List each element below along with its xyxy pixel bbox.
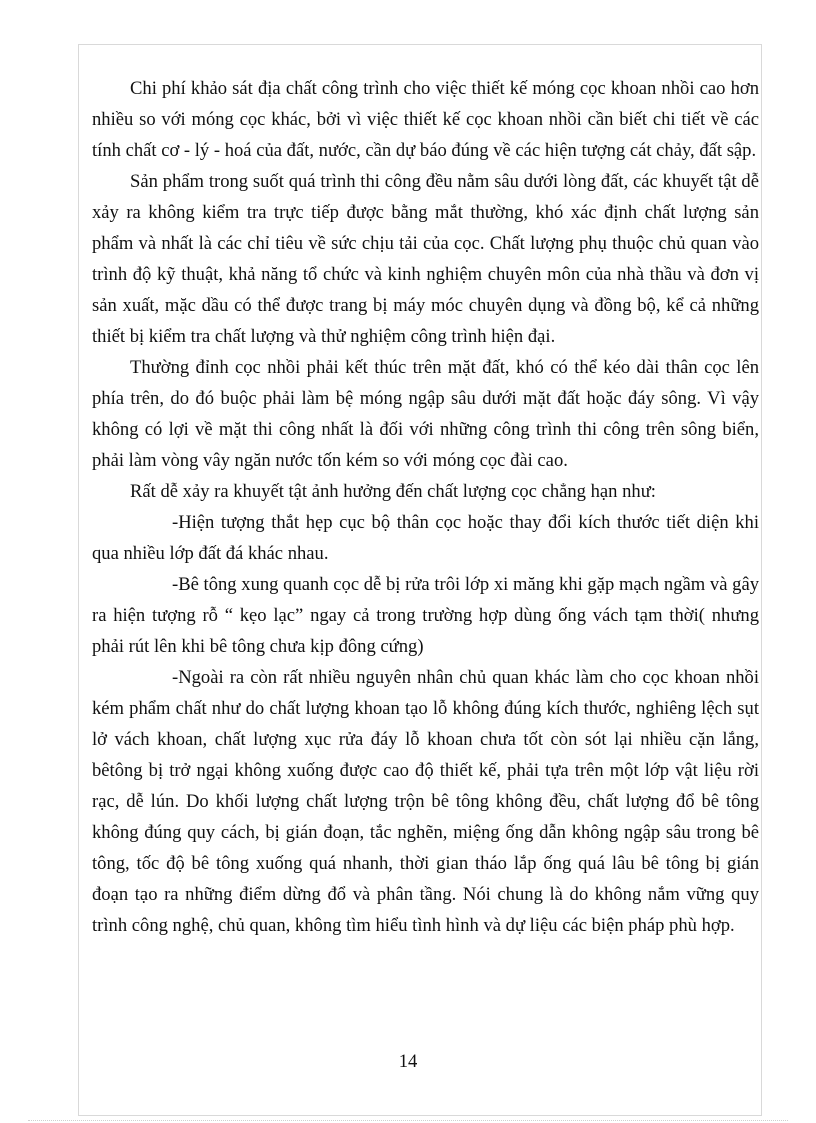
footer-divider: [28, 1120, 788, 1121]
page-number: 14: [398, 1051, 418, 1072]
list-item-washout: -Bê tông xung quanh cọc dễ bị rửa trôi lớp xi măng khi gặp mạch ngầm và gây ra hiện tượng rỗ “ kẹo lạc” ngay cả trong trường hợp dùng ống vách tạm thời( nhưng phải rút lên khi bê tông chưa kịp đông cứng): [92, 574, 759, 657]
paragraph-survey-cost: Chi phí khảo sát địa chất công trình cho việc thiết kế móng cọc khoan nhồi cao hơn nhiều so với móng cọc khác, bởi vì việc thiết kế cọc khoan nhồi cần biết chi tiết về các tính chất cơ - lý - hoá của đất, nước, cần dự báo đúng về các hiện tượng cát chảy, đất sập.: [92, 78, 759, 161]
list-item-necking: -Hiện tượng thắt hẹp cục bộ thân cọc hoặc thay đổi kích thước tiết diện khi qua nhiều lớp đất đá khác nhau.: [92, 512, 759, 564]
paragraph-defects-intro: Rất dễ xảy ra khuyết tật ảnh hưởng đến chất lượng cọc chẳng hạn như:: [130, 481, 656, 502]
document-body: [92, 73, 759, 941]
paragraph-pile-head: Thường đỉnh cọc nhồi phải kết thúc trên mặt đất, khó có thể kéo dài thân cọc lên phía trên, do đó buộc phải làm bệ móng ngập sâu dưới mặt đất hoặc đáy sông. Vì vậy không có lợi về mặt thi công nhất là đối với những công trình thi công trên sông biển, phải làm vòng vây ngăn nước tốn kém so với móng cọc đài cao.: [92, 357, 759, 471]
list-item-other-causes: -Ngoài ra còn rất nhiều nguyên nhân chủ quan khác làm cho cọc khoan nhồi kém phẩm chất như do chất lượng khoan tạo lỗ không đúng kích thước, nghiêng lệch sụt lở vách khoan, chất lượng xục rửa đáy lỗ khoan chưa tốt còn sót lại nhiều cặn lắng, bêtông bị trở ngại không xuống được cao độ thiết kế, phải tựa trên một lớp vật liệu rời rạc, dễ lún. Do khối lượng chất lượng trộn bê tông không đều, chất lượng đổ bê tông không đúng quy cách, bị gián đoạn, tắc nghẽn, miệng ống dẫn không ngập sâu trong bê tông, tốc độ bê tông xuống quá nhanh, thời gian tháo lắp ống quá lâu bê tông bị gián đoạn tạo ra những điểm dừng đổ và phân tầng. Nói chung là do không nắm vững quy trình công nghệ, chủ quan, không tìm hiểu tình hình và dự liệu các biện pháp phù hợp.: [92, 667, 759, 936]
paragraph-product-quality: Sản phẩm trong suốt quá trình thi công đều nằm sâu dưới lòng đất, các khuyết tật dễ xảy ra không kiểm tra trực tiếp được bằng mắt thường, khó xác định chất lượng sản phẩm và nhất là các chỉ tiêu về sức chịu tải của cọc. Chất lượng phụ thuộc chủ quan vào trình độ kỹ thuật, khả năng tổ chức và kinh nghiệm chuyên môn của nhà thầu và đơn vị sản xuất, mặc dầu có thể được trang bị máy móc chuyên dụng và đồng bộ, kể cả những thiết bị kiểm tra chất lượng và thử nghiệm công trình hiện đại.: [92, 171, 759, 347]
